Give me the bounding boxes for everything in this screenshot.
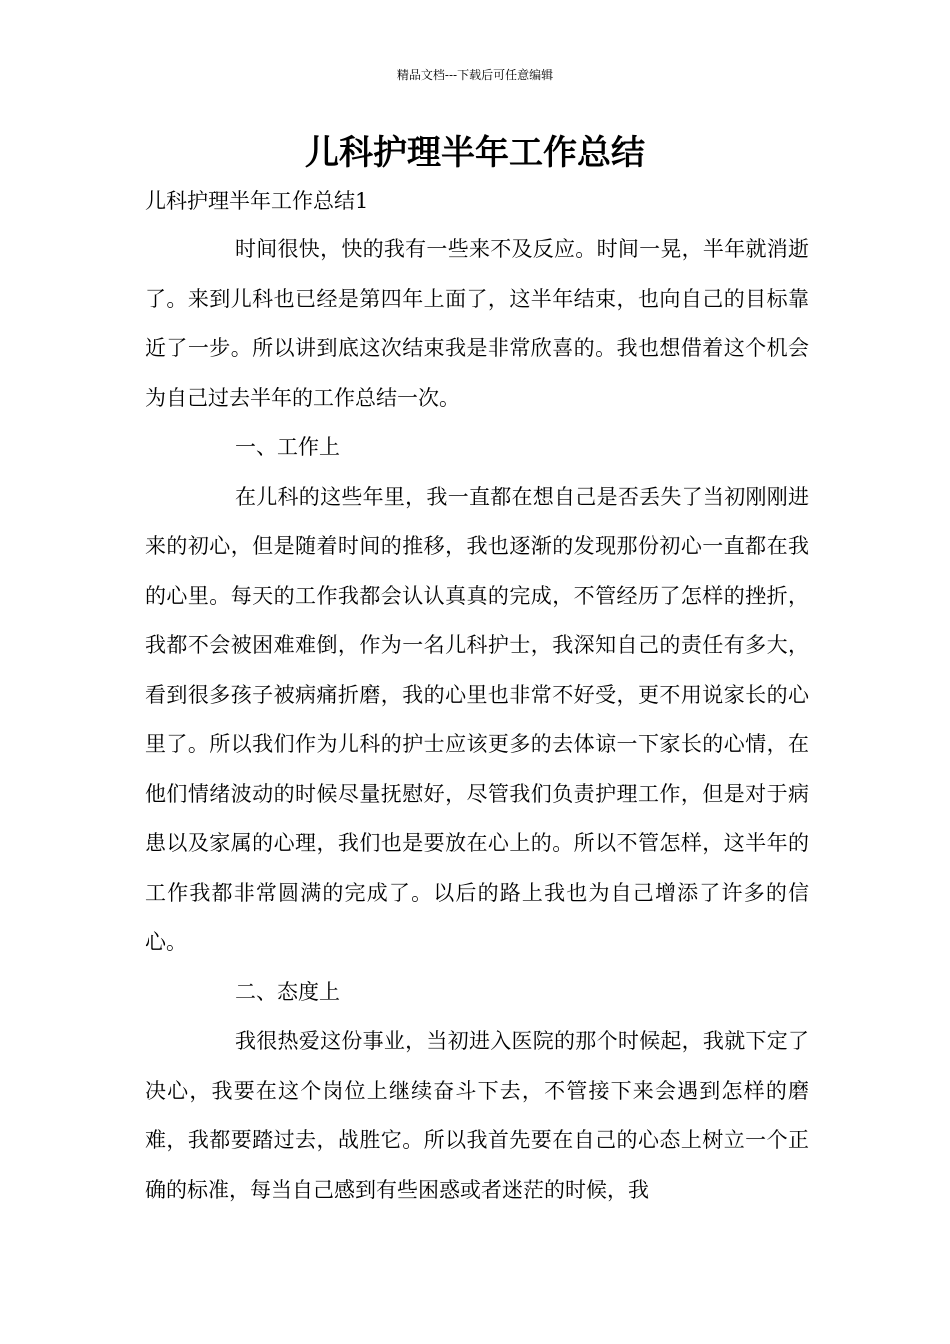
document-subtitle: 儿科护理半年工作总结1 xyxy=(145,189,369,213)
section-heading-work: 一、工作上 xyxy=(235,435,340,459)
section-paragraph-attitude: 我很热爱这份事业，当初进入医院的那个时候起，我就下定了决心，我要在这个岗位上继续奋斗下去，不管接下来会遇到怎样的磨难，我都要踏过去，战胜它。所以我首先要在自己的心态上树立一个正确的标准，每当自己感到有些困惑或者迷茫的时候，我 xyxy=(145,1029,809,1202)
header-note: 精品文档---下载后可任意编辑 xyxy=(396,68,554,82)
section-heading-attitude: 二、态度上 xyxy=(235,979,340,1004)
intro-paragraph: 时间很快，快的我有一些来不及反应。时间一晃，半年就消逝了。来到儿科也已经是第四年上面了，这半年结束，也向自己的目标靠近了一步。所以讲到底这次结束我是非常欣喜的。我也想借着这个机会为自己过去半年的工作总结一次。 xyxy=(145,237,809,410)
document-body xyxy=(145,177,809,1215)
document-title: 儿科护理半年工作总结 xyxy=(305,133,645,173)
section-paragraph-work: 在儿科的这些年里，我一直都在想自己是否丢失了当初刚刚进来的初心，但是随着时间的推移，我也逐渐的发现那份初心一直都在我的心里。每天的工作我都会认认真真的完成，不管经历了怎样的挫折，我都不会被困难难倒，作为一名儿科护士，我深知自己的责任有多大，看到很多孩子被病痛折磨，我的心里也非常不好受，更不用说家长的心里了。所以我们作为儿科的护士应该更多的去体谅一下家长的心情，在他们情绪波动的时候尽量抚慰好，尽管我们负责护理工作，但是对于病患以及家属的心理，我们也是要放在心上的。所以不管怎样，这半年的工作我都非常圆满的完成了。以后的路上我也为自己增添了许多的信心。 xyxy=(145,484,809,954)
